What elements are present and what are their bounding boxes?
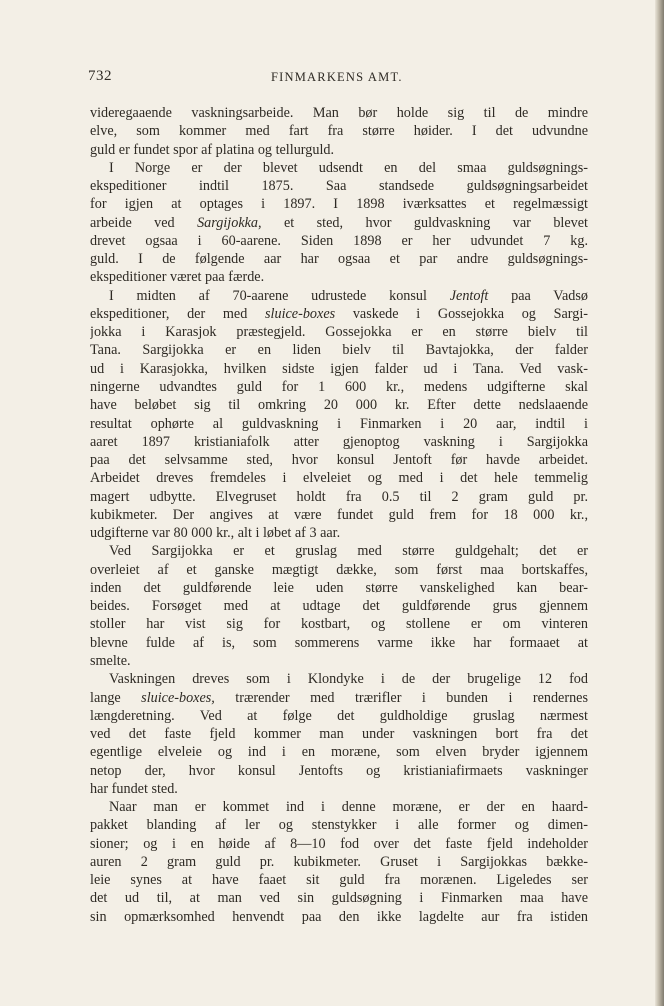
- text-line: [90, 141, 588, 159]
- text-line: [90, 415, 588, 433]
- text-run: har fundet sted.: [90, 780, 178, 797]
- text-run: længderetning. Ved at følge det guldholdige gruslag nærmest: [90, 707, 588, 724]
- text-run: Arbeidet dreves fremdeles i elveleiet og med i det hele temmelig: [90, 470, 588, 487]
- page-number: 732: [88, 68, 112, 84]
- italic-term: sluice-boxes,: [141, 689, 215, 706]
- text-line: [90, 579, 588, 597]
- text-line: [90, 615, 588, 633]
- text-run: magert udbytte. Elvegruset holdt fra 0.5 til 2 gram guld pr.: [90, 488, 588, 505]
- text-line: [90, 159, 588, 177]
- text-run: lange: [90, 689, 142, 706]
- text-line: [90, 378, 588, 396]
- page-edge-shadow: [655, 0, 664, 1006]
- text-run: Ved Sargijokka er et gruslag med større guldgehalt; det er: [109, 543, 588, 560]
- italic-term: sluice-boxes: [265, 305, 336, 322]
- text-run: guld er fundet spor af platina og tellurguld.: [90, 141, 335, 158]
- body-text: [90, 104, 588, 926]
- text-line: [90, 506, 588, 524]
- text-line: [90, 214, 588, 232]
- text-run: ud i Karasjokka, hvilken sidste igjen falder ud i Tana. Ved vask-: [90, 360, 588, 377]
- running-header: [88, 68, 588, 88]
- text-run: elve, som kommer med fart fra større høider. I det udvundne: [90, 123, 588, 140]
- text-line: [90, 780, 588, 798]
- running-title: FINMARKENS AMT.: [271, 70, 403, 84]
- text-line: [90, 542, 588, 560]
- text-line: [90, 104, 588, 122]
- text-run: kubikmeter. Der angives at være fundet guld frem for 18 000 kr.,: [90, 506, 588, 523]
- text-run: I midten af 70-aarene udrustede konsul: [109, 287, 450, 304]
- text-run: ningerne udvandtes guld for 1 600 kr., medens udgifterne skal: [90, 378, 588, 395]
- text-run: overleiet af et ganske mægtigt dække, som først maa bortskaffes,: [90, 561, 588, 578]
- text-run: smelte.: [90, 652, 131, 669]
- text-run: stoller har vist sig for kostbart, og stollene er om vinteren: [90, 616, 588, 633]
- text-line: [90, 323, 588, 341]
- text-line: [90, 469, 588, 487]
- text-run: beides. Forsøget med at udtage det guldførende grus gjennem: [90, 598, 588, 615]
- text-line: [90, 798, 588, 816]
- text-line: [90, 250, 588, 268]
- text-line: [90, 341, 588, 359]
- text-run: pakket blanding af ler og stenstykker i alle former og dimen-: [90, 817, 588, 834]
- text-run: paa det selvsamme sted, hvor konsul Jentoft før havde arbeidet.: [90, 452, 588, 469]
- text-line: [90, 889, 588, 907]
- text-line: [90, 433, 588, 451]
- italic-term: Jentoft: [449, 287, 489, 304]
- text-line: [90, 287, 588, 305]
- text-run: auren 2 gram guld pr. kubikmeter. Gruset i Sargijokkas bække-: [90, 853, 588, 870]
- text-run: ekspeditioner været paa færde.: [90, 269, 265, 286]
- text-line: [90, 707, 588, 725]
- text-line: [90, 195, 588, 213]
- text-run: leie synes at have faaet sit guld fra morænen. Ligeledes ser: [90, 872, 588, 889]
- text-run: jokka i Karasjok præstegjeld. Gossejokka er en større bielv til: [90, 324, 588, 341]
- text-run: paa Vadsø: [488, 287, 588, 304]
- text-line: [90, 652, 588, 670]
- text-line: [90, 268, 588, 286]
- text-line: [90, 871, 588, 889]
- text-line: [90, 488, 588, 506]
- text-line: [90, 816, 588, 834]
- text-line: [90, 305, 588, 323]
- text-run: ekspeditioner indtil 1875. Saa standsede guldsøgningsarbeidet: [90, 178, 588, 195]
- text-run: sin opmærksomhed henvendt paa den ikke lagdelte aur fra istiden: [90, 908, 588, 925]
- text-run: arbeide ved: [90, 214, 198, 231]
- text-run: Tana. Sargijokka er en liden bielv til Bavtajokka, der falder: [90, 342, 588, 359]
- text-run: I Norge er der blevet udsendt en del smaa guldsøgnings-: [109, 159, 588, 176]
- text-line: [90, 670, 588, 688]
- text-line: [90, 725, 588, 743]
- text-run: vaskede i Gossejokka og Sargi-: [335, 305, 588, 322]
- text-run: blevne fulde af is, som sommerens varme ikke har formaaet at: [90, 634, 588, 651]
- text-line: [90, 597, 588, 615]
- text-run: Naar man er kommet ind i denne moræne, er der en haard-: [109, 799, 588, 816]
- text-run: ved det faste fjeld kommer man under vaskningen bort fra det: [90, 726, 588, 743]
- text-line: [90, 908, 588, 926]
- text-run: aaret 1897 kristianiafolk atter gjenoptog vaskning i Sargijokka: [90, 433, 588, 450]
- text-run: inden det guldførende leie uden større vanskelighed kan bear-: [90, 579, 588, 596]
- text-run: guld. I de følgende aar har ogsaa et par andre guldsøgnings-: [90, 251, 588, 268]
- text-line: [90, 177, 588, 195]
- italic-term: Sargijokka: [197, 214, 259, 231]
- text-run: videregaaende vaskningsarbeide. Man bør holde sig til de mindre: [90, 105, 588, 121]
- text-line: [90, 396, 588, 414]
- text-run: drevet ogsaa i 60-aarene. Siden 1898 er her udvundet 7 kg.: [90, 232, 588, 249]
- text-line: [90, 853, 588, 871]
- text-run: Vaskningen dreves som i Klondyke i de der brugelige 12 fod: [109, 671, 588, 688]
- text-line: [90, 122, 588, 140]
- text-line: [90, 360, 588, 378]
- text-run: det ud til, at man ved sin guldsøgning i Finmarken maa have: [90, 890, 588, 907]
- text-line: [90, 561, 588, 579]
- text-run: , et sted, hvor guldvaskning var blevet: [258, 214, 588, 231]
- text-line: [90, 634, 588, 652]
- text-run: udgifterne var 80 000 kr., alt i løbet af 3 aar.: [90, 525, 341, 542]
- text-line: [90, 689, 588, 707]
- text-line: [90, 835, 588, 853]
- text-run: trærender med trærifler i bunden i rendernes: [214, 689, 588, 706]
- text-line: [90, 232, 588, 250]
- text-line: [90, 451, 588, 469]
- text-run: for igjen at optages i 1897. I 1898 iværksattes et regelmæssigt: [90, 196, 588, 213]
- text-run: egentlige elveleie og ind i en moræne, som elven bryder igjennem: [90, 744, 588, 761]
- text-line: [90, 762, 588, 780]
- text-run: resultat ophørte al guldvaskning i Finmarken i 20 aar, indtil i: [90, 415, 588, 432]
- text-run: sioner; og i en høide af 8—10 fod over det faste fjeld indeholder: [90, 835, 588, 852]
- text-run: ekspeditioner, der med: [90, 305, 266, 322]
- text-line: [90, 743, 588, 761]
- text-run: netop der, hvor konsul Jentofts og kristianiafirmaets vaskninger: [90, 762, 588, 779]
- text-line: [90, 524, 588, 542]
- text-run: have beløbet sig til omkring 20 000 kr. Efter dette nedslaaende: [90, 397, 588, 414]
